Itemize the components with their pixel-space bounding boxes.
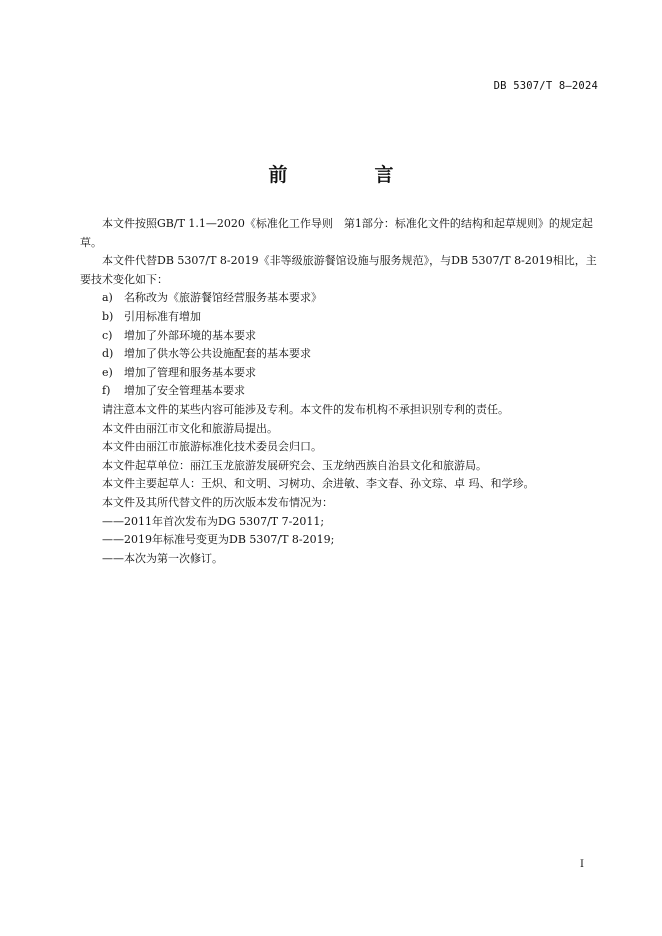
history-item: ——本次为第一次修订。 — [102, 551, 223, 565]
list-item-text: 增加了管理和服务基本要求 — [124, 365, 256, 379]
list-marker: c) — [102, 328, 113, 342]
list-item-text: 名称改为《旅游餐馆经营服务基本要求》 — [124, 291, 322, 305]
changes-list — [80, 289, 600, 401]
paragraph-replacement: 本文件代替DB 5307/T 8-2019《非等级旅游餐馆设施与服务规范》，与DB 5307/T 8-2019相比，主要技术变化如下： — [80, 254, 597, 286]
paragraph-proposer: 本文件由丽江市文化和旅游局提出。 — [102, 421, 278, 435]
list-item-text: 增加了安全管理基本要求 — [124, 384, 245, 398]
paragraph-drafters: 本文件主要起草人：王炽、和文明、习树功、余进敏、李文春、孙文琮、卓 玛、和学珍。 — [102, 477, 535, 491]
paragraph-administrator: 本文件由丽江市旅游标准化技术委员会归口。 — [102, 440, 322, 454]
paragraph-drafting-basis: 本文件按照GB/T 1.1—2020《标准化工作导则 第1部分：标准化文件的结构和起草规则》的规定起草。 — [80, 217, 593, 249]
document-code: DB 5307/T 8—2024 — [493, 80, 598, 92]
history-item: ——2011年首次发布为DG 5307/T 7-2011; — [102, 514, 325, 528]
preface-body — [80, 215, 600, 568]
list-marker: e) — [102, 365, 113, 379]
paragraph-version-history: 本文件及其所代替文件的历次版本发布情况为： — [102, 495, 333, 509]
list-item — [80, 382, 600, 401]
paragraph-drafting-units: 本文件起草单位：丽江玉龙旅游发展研究会、玉龙纳西族自治县文化和旅游局。 — [102, 458, 487, 472]
history-item: ——2019年标准号变更为DB 5307/T 8-2019; — [102, 533, 335, 547]
list-marker: f) — [102, 384, 111, 398]
page-number: I — [580, 859, 584, 870]
list-item — [80, 345, 600, 364]
paragraph-patent-notice: 请注意本文件的某些内容可能涉及专利。本文件的发布机构不承担识别专利的责任。 — [102, 402, 509, 416]
list-item — [80, 289, 600, 308]
page-title: 前 言 — [268, 164, 428, 186]
list-item-text: 增加了外部环境的基本要求 — [124, 328, 256, 342]
list-marker: d) — [102, 347, 114, 361]
list-marker: a) — [102, 291, 113, 305]
list-item-text: 增加了供水等公共设施配套的基本要求 — [124, 347, 311, 361]
list-item — [80, 364, 600, 383]
list-item — [80, 308, 600, 327]
list-item-text: 引用标准有增加 — [124, 309, 201, 323]
list-marker: b) — [102, 309, 114, 323]
list-item — [80, 327, 600, 346]
